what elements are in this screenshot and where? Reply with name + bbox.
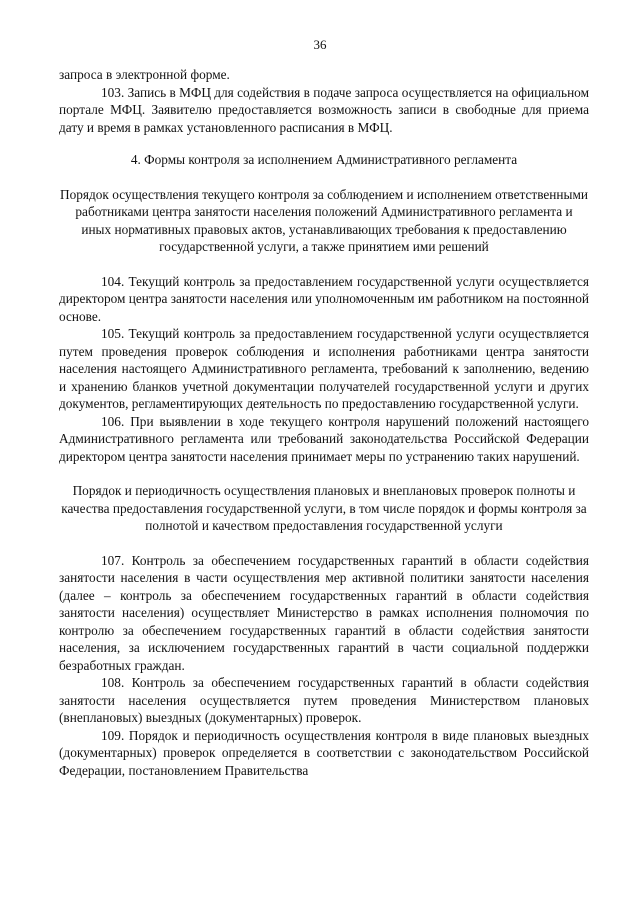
paragraph-106: 106. При выявлении в ходе текущего контроля нарушений положений настоящего Административного регламента или требований законодательства Российской Федерации директором центра занятости населения принимает меры по устранению таких нарушений. — [59, 413, 589, 464]
paragraph-109: 109. Порядок и периодичность осуществления контроля в виде плановых выездных (документарных) проверок определяется в соответствии с законодательством Российской Федерации, постановлением Правительства — [59, 727, 589, 778]
section-heading: 4. Формы контроля за исполнением Административного регламента — [130, 152, 518, 167]
paragraph-105: 105. Текущий контроль за предоставлением государственной услуги осуществляется путем проведения проверок соблюдения и исполнения работниками центра занятости населения настоящего Административного регламента, требований к заполнению, ведению и хранению бланков учетной документации получателей государственной услуги и других документов, регламентирующих деятельность по предоставлению государственной услуги. — [59, 326, 589, 411]
paragraph-103: 103. Запись в МФЦ для содействия в подаче запроса осуществляется на официальном портале МФЦ. Заявителю предоставляется возможность записи в свободные для приема дату и время в рамках установленного расписания в МФЦ. — [59, 84, 589, 135]
paragraph-104: 104. Текущий контроль за предоставлением государственной услуги осуществляется директором центра занятости населения или уполномоченным им работником на постоянной основе. — [59, 273, 589, 324]
page-number: 36 — [313, 37, 327, 52]
paragraph-108: 108. Контроль за обеспечением государственных гарантий в области содействия занятости населения осуществляется путем проведения Министерством плановых (внеплановых) выездных (документарных) проверок. — [59, 675, 589, 725]
paragraph-continuation: запроса в электронной форме. — [59, 67, 230, 82]
subheading-inspections: Порядок и периодичность осуществления плановых и внеплановых проверок полноты и качества предоставления государственной услуги, в том числе порядок и формы контроля за полнотой и качеством предоставления государственной услуги — [61, 483, 587, 533]
paragraph-107: 107. Контроль за обеспечением государственных гарантий в области содействия занятости населения в части осуществления мер активной политики занятости населения (далее – контроль за обеспечением государственных гарантий в области содействия занятости населения) осуществляет Министерство в рамках исполнения полномочия по контролю за обеспечением государственных гарантий в области содействия занятости населения, за исключением государственных гарантий в части социальной поддержки безработных граждан. — [59, 552, 589, 673]
subheading-current-control: Порядок осуществления текущего контроля за соблюдением и исполнением ответственными работниками центра занятости населения положений Административного регламента и иных нормативных правовых актов, устанавливающих требования к предоставлению государственной услуги, а также принятием ими решений — [60, 186, 588, 254]
document-body — [59, 66, 589, 779]
